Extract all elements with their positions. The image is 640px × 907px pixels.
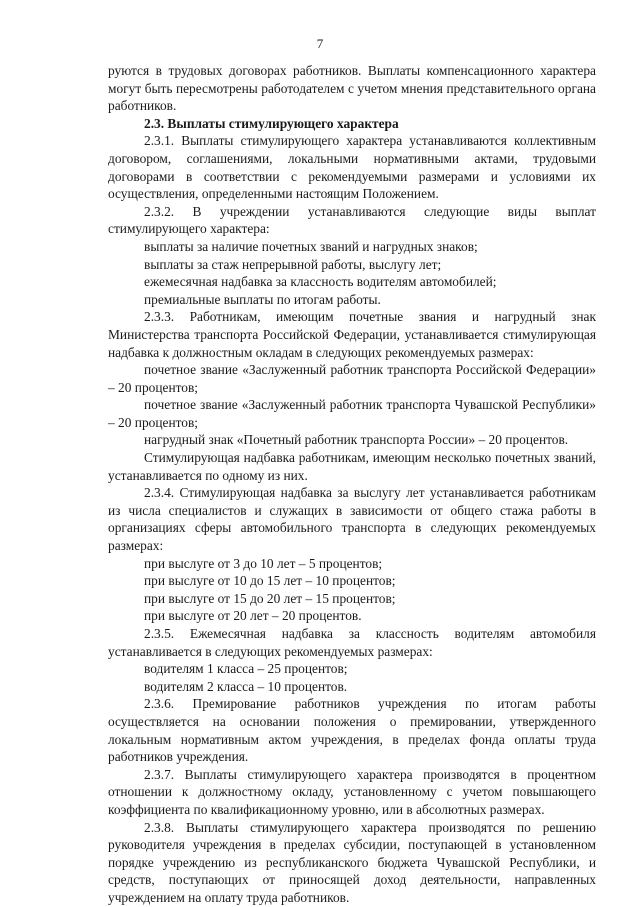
list-item: почетное звание «Заслуженный работник транспорта Российской Федерации» – 20 процентов;: [108, 362, 596, 395]
paragraph: 2.3.6. Премирование работников учреждения по итогам работы осуществляется на основании положения о премировании, утвержденного локальным нормативным актом учреждения, в пределах фонда оплаты труда работников учреждения.: [108, 696, 596, 765]
page-number: 7: [316, 36, 324, 51]
list-item: водителям 2 класса – 10 процентов.: [144, 678, 348, 694]
list-item: выплаты за наличие почетных званий и нагрудных знаков;: [144, 238, 478, 254]
paragraph: 2.3.7. Выплаты стимулирующего характера производятся в процентном отношении к должностному окладу, установленному с учетом повышающего коэффициента по квалификационному уровню, или в абсолютных размерах.: [108, 766, 596, 817]
paragraph: Стимулирующая надбавка работникам, имеющим несколько почетных званий, устанавливается по одному из них.: [108, 450, 596, 483]
paragraph: руются в трудовых договорах работников. Выплаты компенсационного характера могут быть пересмотрены работодателем с учетом мнения представительного органа работников.: [108, 63, 596, 114]
list-item: при выслуге от 20 лет – 20 процентов.: [144, 608, 362, 624]
paragraph: 2.3.2. В учреждении устанавливаются следующие виды выплат стимулирующего характера:: [108, 203, 596, 237]
list-item: нагрудный знак «Почетный работник транспорта России» – 20 процентов.: [144, 432, 569, 448]
list-item: при выслуге от 10 до 15 лет – 10 процентов;: [144, 573, 396, 589]
paragraph: 2.3.1. Выплаты стимулирующего характера устанавливаются коллективным договором, соглашениями, локальными нормативными актами, трудовыми договорами в соответствии с рекомендуемыми размерами и условиями их осуществления, определенными настоящим Положением.: [108, 133, 596, 202]
list-item: при выслуге от 15 до 20 лет – 15 процентов;: [144, 590, 396, 606]
list-item: водителям 1 класса – 25 процентов;: [144, 661, 348, 677]
list-item: премиальные выплаты по итогам работы.: [144, 291, 381, 307]
document-body: [108, 62, 596, 907]
list-item: при выслуге от 3 до 10 лет – 5 процентов;: [144, 555, 383, 571]
paragraph: 2.3.4. Стимулирующая надбавка за выслугу лет устанавливается работникам из числа специалистов и служащих в зависимости от общего стажа работы в организациях сферы автомобильного транспорта в следующих рекомендуемых размерах:: [108, 485, 596, 554]
paragraph: 2.3.8. Выплаты стимулирующего характера производятся по решению руководителя учреждения в пределах субсидии, поступающей в установленном порядке учреждению из республиканского бюджета Чувашской Республики, и средств, поступающих от приносящей доход деятельности, направленных учреждением на оплату труда работников.: [108, 819, 596, 905]
paragraph: 2.3.3. Работникам, имеющим почетные звания и нагрудный знак Министерства транспорта Российской Федерации, устанавливается стимулирующая надбавка к должностным окладам в следующих рекомендуемых размерах:: [108, 309, 596, 360]
list-item: ежемесячная надбавка за классность водителям автомобилей;: [144, 274, 497, 290]
paragraph: 2.3.5. Ежемесячная надбавка за классность водителям автомобиля устанавливается в следующих рекомендуемых размерах:: [108, 626, 596, 659]
list-item: выплаты за стаж непрерывной работы, выслугу лет;: [144, 256, 442, 272]
list-item: почетное звание «Заслуженный работник транспорта Чувашской Республики» – 20 процентов;: [108, 397, 596, 430]
section-heading: 2.3. Выплаты стимулирующего характера: [144, 115, 399, 131]
